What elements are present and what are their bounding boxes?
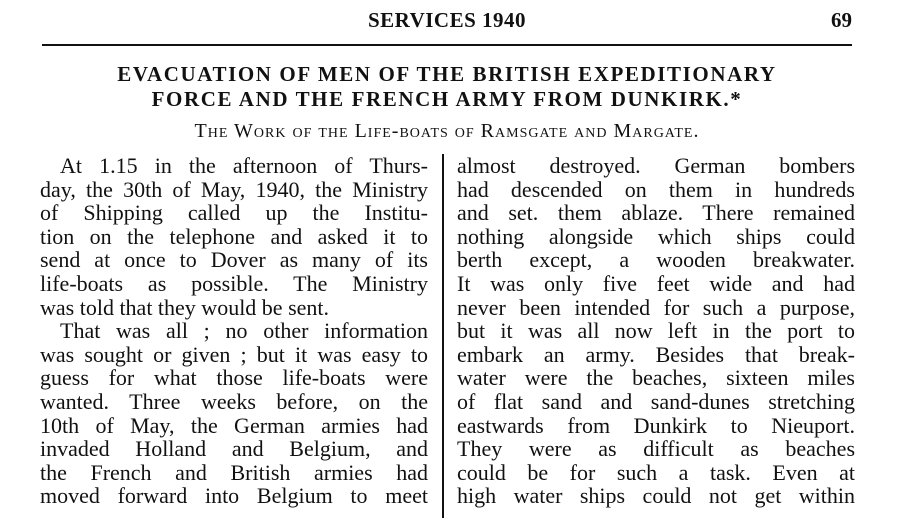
text-line: It was only five feet wide and had (457, 270, 855, 296)
text-line: invaded Holland and Belgium, and (40, 436, 428, 462)
text-line: never been intended for such a purpose, (457, 294, 855, 320)
text-line: nothing alongside which ships could (457, 223, 855, 249)
page-number: 69 (831, 8, 852, 32)
right-text-column (457, 154, 855, 508)
text-line: life-boats as possible. The Ministry (40, 270, 428, 296)
text-line: but it was all now left in the port to (457, 318, 855, 344)
article-headline (42, 62, 852, 112)
text-line: guess for what those life-boats were (40, 365, 428, 391)
text-line: wanted. Three weeks before, on the (40, 388, 428, 414)
text-line: 10th of May, the German armies had (40, 412, 428, 438)
text-line: was sought or given ; but it was easy to (40, 341, 428, 367)
text-line: and set. them ablaze. There remained (457, 200, 855, 226)
text-line: At 1.15 in the afternoon of Thurs- (60, 153, 428, 178)
text-line: high water ships could not get within (457, 483, 855, 509)
text-line: the French and British armies had (40, 459, 428, 485)
text-line: was told that they would be sent. (40, 294, 330, 320)
text-line: of flat sand and sand-dunes stretching (457, 388, 855, 414)
running-head (42, 6, 852, 34)
text-line: of Shipping called up the Institu- (40, 200, 428, 226)
text-line: day, the 30th of May, 1940, the Ministry (40, 176, 428, 202)
text-line: eastwards from Dunkirk to Nieuport. (457, 412, 855, 438)
left-text-column (40, 154, 428, 508)
headline-line-2: FORCE AND THE FRENCH ARMY FROM DUNKIRK.* (151, 87, 743, 111)
header-rule (42, 44, 852, 46)
text-line: berth except, a wooden breakwater. (457, 247, 855, 273)
text-line: tion on the telephone and asked it to (40, 223, 428, 249)
running-head-title: SERVICES 1940 (367, 8, 527, 32)
text-line: moved forward into Belgium to meet (40, 483, 428, 509)
text-line: That was all ; no other information (60, 318, 428, 344)
text-line: could be for such a task. Even at (457, 459, 855, 485)
article-subheadline: The Work of the Life-boats of Ramsgate and Margate. (194, 120, 700, 142)
text-line: almost destroyed. German bombers (457, 153, 855, 178)
text-line: embark an army. Besides that break- (457, 341, 855, 367)
text-line: water were the beaches, sixteen miles (457, 365, 855, 391)
text-line: They were as difficult as beaches (457, 436, 855, 462)
text-line: had descended on them in hundreds (457, 176, 855, 202)
headline-line-1: EVACUATION OF MEN OF THE BRITISH EXPEDITIONARY (117, 62, 777, 86)
column-divider (442, 154, 444, 518)
text-line: send at once to Dover as many of its (40, 247, 428, 273)
